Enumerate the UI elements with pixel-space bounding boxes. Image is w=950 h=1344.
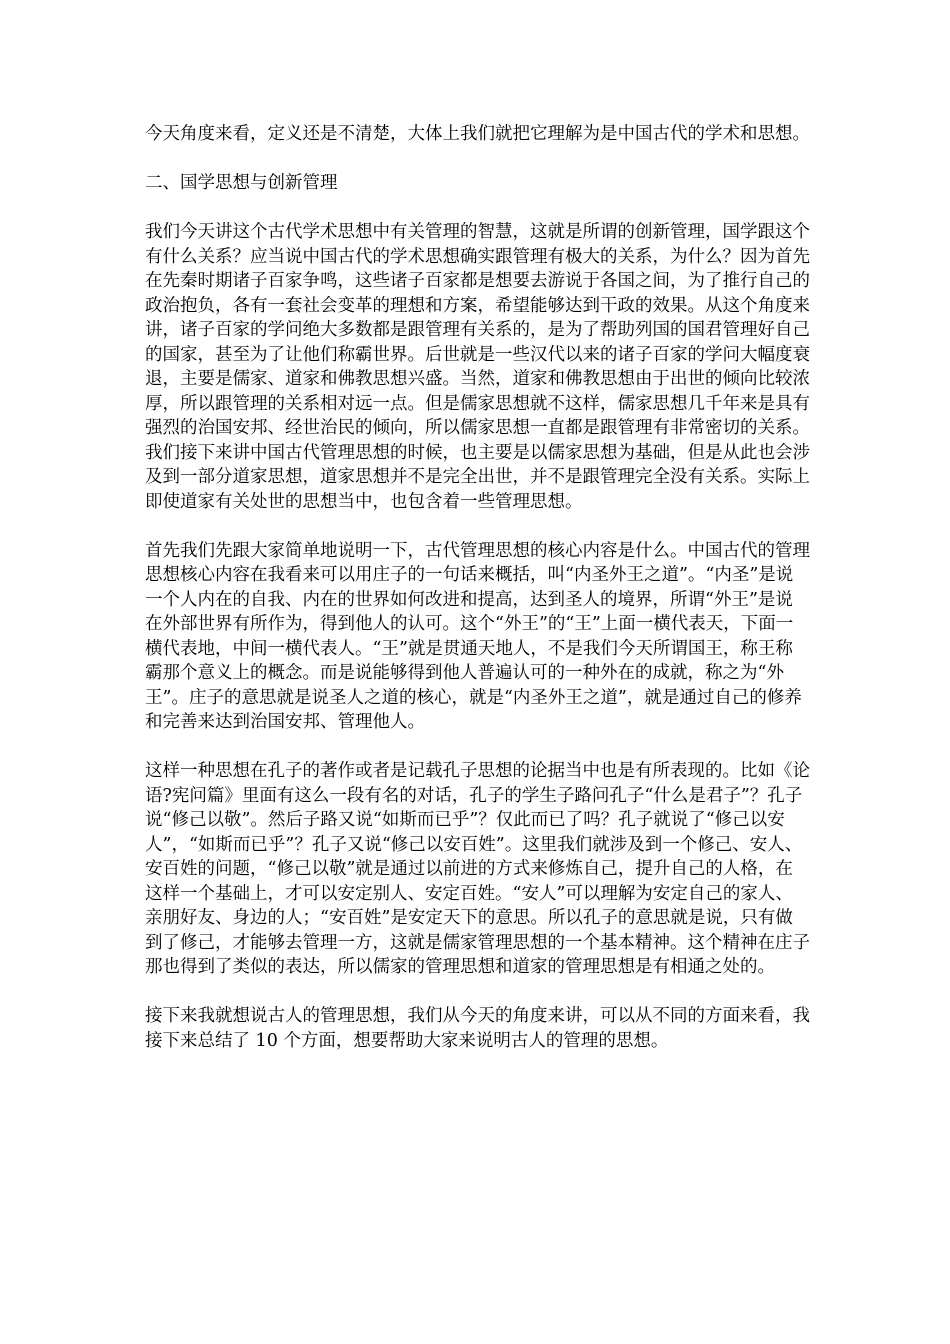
paragraph-intro: 今天角度来看，定义还是不清楚，大体上我们就把它理解为是中国古代的学术和思想。 xyxy=(145,124,810,144)
section-heading: 二、国学思想与创新管理 xyxy=(145,173,338,193)
document-body xyxy=(145,122,810,1078)
paragraph-confucius: 这样一种思想在孔子的著作或者是记载孔子思想的论据当中也是有所表现的。比如《论语?宪问篇》里面有这么一段有名的对话，孔子的学生子路问孔子“什么是君子”？孔子说“修己以敬”。然后子路又说“如斯而已乎”？仅此而已了吗？孔子就说了“修己以安人”，“如斯而已乎”？孔子又说“修己以安百姓”。这里我们就涉及到一个修己、安人、安百姓的问题，“修己以敬”就是通过以前进的方式来修炼自己，提升自己的人格，在这样一个基础上，才可以安定别人、安定百姓。“安人”可以理解为安定自己的家人、亲朋好友、身边的人；“安百姓”是安定天下的意思。所以孔子的意思就是说，只有做到了修己，才能够去管理一方，这就是儒家管理思想的一个基本精神。这个精神在庄子那也得到了类似的表达，所以儒家的管理思想和道家的管理思想是有相通之处的。 xyxy=(145,761,810,977)
paragraph-relation: 我们今天讲这个古代学术思想中有关管理的智慧，这就是所谓的创新管理，国学跟这个有什么关系？应当说中国古代的学术思想确实跟管理有极大的关系，为什么？因为首先在先秦时期诸子百家争鸣，这些诸子百家都是想要去游说于各国之间，为了推行自己的政治抱负，各有一套社会变革的理想和方案，希望能够达到干政的效果。从这个角度来讲，诸子百家的学问绝大多数都是跟管理有关系的，是为了帮助列国的国君管理好自己的国家，甚至为了让他们称霸世界。后世就是一些汉代以来的诸子百家的学问大幅度衰退，主要是儒家、道家和佛教思想兴盛。当然，道家和佛教思想由于出世的倾向比较浓厚，所以跟管理的关系相对远一点。但是儒家思想就不这样，儒家思想几千年来是具有强烈的治国安邦、经世治民的倾向，所以儒家思想一直都是跟管理有非常密切的关系。我们接下来讲中国古代管理思想的时候，也主要是以儒家思想为基础，但是从此也会涉及到一部分道家思想，道家思想并不是完全出世，并不是跟管理完全没有关系。实际上即使道家有关处世的思想当中，也包含着一些管理思想。 xyxy=(145,222,810,512)
paragraph-core-content: 首先我们先跟大家简单地说明一下，古代管理思想的核心内容是什么。中国古代的管理思想核心内容在我看来可以用庄子的一句话来概括，叫“内圣外王之道”。“内圣”是说一个人内在的自我、内在的世界如何改进和提高，达到圣人的境界，所谓“外王”是说在外部世界有所作为，得到他人的认可。这个“外王”的“王”上面一横代表天，下面一横代表地，中间一横代表人。“王”就是贯通天地人，不是我们今天所谓国王，称王称霸那个意义上的概念。而是说能够得到他人普遍认可的一种外在的成就，称之为“外王”。庄子的意思就是说圣人之道的核心，就是“内圣外王之道”，就是通过自己的修养和完善来达到治国安邦、管理他人。 xyxy=(145,540,810,732)
paragraph-ten-aspects: 接下来我就想说古人的管理思想，我们从今天的角度来讲，可以从不同的方面来看，我接下来总结了 10 个方面，想要帮助大家来说明古人的管理的思想。 xyxy=(145,1006,810,1051)
